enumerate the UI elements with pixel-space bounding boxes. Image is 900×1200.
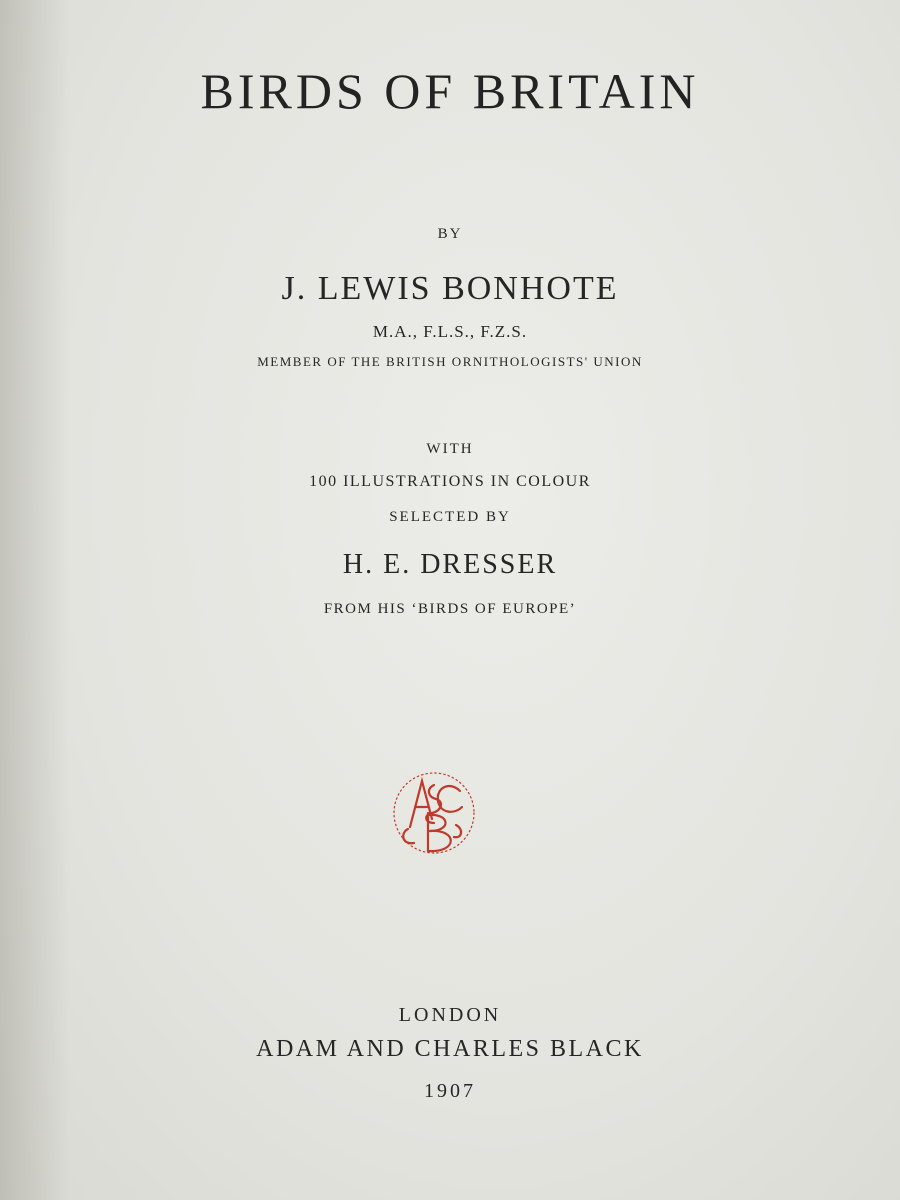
author-degrees: M.A., F.L.S., F.Z.S.	[372, 322, 528, 341]
publisher-name: ADAM AND CHARLES BLACK	[256, 1036, 644, 1062]
illustrations-source: FROM HIS ‘BIRDS OF EUROPE’	[323, 601, 577, 617]
illustrations-count-line: 100 ILLUSTRATIONS IN COLOUR	[309, 473, 591, 490]
publication-year: 1907	[424, 1080, 476, 1102]
with-line: WITH	[426, 441, 474, 457]
author-name: J. LEWIS BONHOTE	[281, 270, 619, 307]
selected-by-line: SELECTED BY	[389, 509, 511, 525]
by-line: BY	[437, 226, 463, 242]
publisher-monogram-icon	[388, 767, 480, 859]
publication-place: LONDON	[398, 1004, 502, 1026]
book-title: BIRDS OF BRITAIN	[200, 63, 700, 119]
author-membership: MEMBER OF THE BRITISH ORNITHOLOGISTS' UNION	[257, 354, 643, 369]
illustrator-name: H. E. DRESSER	[342, 549, 558, 580]
